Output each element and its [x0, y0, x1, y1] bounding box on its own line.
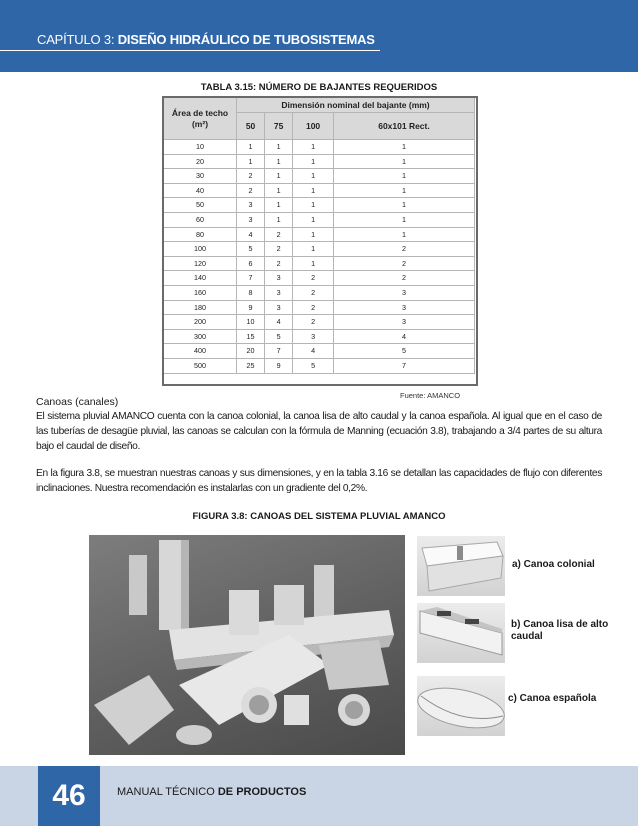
cell-count: 1 — [293, 198, 334, 213]
cell-count: 2 — [333, 271, 474, 286]
cell-count: 25 — [237, 358, 265, 373]
cell-count: 2 — [265, 256, 293, 271]
cell-count: 1 — [265, 198, 293, 213]
cell-count: 9 — [237, 300, 265, 315]
cell-count: 1 — [293, 256, 334, 271]
footer-title — [117, 786, 306, 798]
table-row — [164, 154, 475, 169]
cell-area: 30 — [164, 169, 237, 184]
paragraph-1: El sistema pluvial AMANCO cuenta con la canoa colonial, la canoa lisa de alto caudal y la canoa española. Al igual que en el caso de las tuberías de desagüe pluvial, las canoas se calculan con la fórmula de Manning (ecuación 3.8), trabajando a 3/4 partes de su altura bajo el caudal de diseño. — [36, 411, 602, 452]
chapter-number: CAPÍTULO 3: — [37, 32, 115, 47]
label-colonial: a) Canoa colonial — [512, 559, 595, 570]
cell-count: 15 — [237, 329, 265, 344]
chapter-title — [37, 32, 375, 47]
cell-area: 400 — [164, 344, 237, 359]
cell-count: 1 — [293, 183, 334, 198]
table-row — [164, 344, 475, 359]
cell-count: 1 — [333, 140, 474, 155]
cell-count: 2 — [333, 242, 474, 257]
chapter-name: DISEÑO HIDRÁULICO DE TUBOSISTEMAS — [117, 32, 375, 47]
cell-count: 10 — [237, 315, 265, 330]
cell-count: 3 — [333, 285, 474, 300]
cell-count: 2 — [293, 300, 334, 315]
cell-count: 1 — [265, 169, 293, 184]
table-row — [164, 227, 475, 242]
cell-count: 1 — [293, 227, 334, 242]
cell-area: 500 — [164, 358, 237, 373]
cell-count: 7 — [237, 271, 265, 286]
cell-count: 2 — [293, 315, 334, 330]
cell-count: 5 — [265, 329, 293, 344]
cell-count: 1 — [333, 198, 474, 213]
cell-count: 3 — [333, 300, 474, 315]
table-row — [164, 358, 475, 373]
smooth-gutter-photo — [417, 603, 505, 663]
table-row — [164, 271, 475, 286]
cell-count: 3 — [265, 285, 293, 300]
gutter-products-photo — [89, 535, 405, 755]
cell-area: 100 — [164, 242, 237, 257]
cell-count: 2 — [237, 183, 265, 198]
cell-count: 1 — [293, 140, 334, 155]
table-row — [164, 183, 475, 198]
cell-count: 7 — [265, 344, 293, 359]
table-row — [164, 285, 475, 300]
cell-count: 1 — [333, 169, 474, 184]
cell-area: 200 — [164, 315, 237, 330]
col-header-dim: 75 — [265, 113, 293, 140]
col-header-group: Dimensión nominal del bajante (mm) — [237, 98, 475, 113]
cell-area: 120 — [164, 256, 237, 271]
cell-area: 80 — [164, 227, 237, 242]
cell-count: 1 — [265, 140, 293, 155]
cell-count: 2 — [237, 169, 265, 184]
cell-count: 6 — [237, 256, 265, 271]
cell-count: 3 — [293, 329, 334, 344]
table-source: Fuente: AMANCO — [400, 391, 461, 400]
cell-count: 2 — [333, 256, 474, 271]
cell-count: 1 — [293, 242, 334, 257]
cell-count: 1 — [333, 183, 474, 198]
cell-count: 3 — [237, 212, 265, 227]
cell-count: 1 — [265, 154, 293, 169]
cell-count: 2 — [293, 271, 334, 286]
cell-count: 2 — [265, 227, 293, 242]
cell-count: 5 — [293, 358, 334, 373]
table-caption: TABLA 3.15: NÚMERO DE BAJANTES REQUERIDOS — [200, 82, 438, 93]
table-row — [164, 329, 475, 344]
cell-count: 1 — [333, 212, 474, 227]
table-row — [164, 256, 475, 271]
table-row — [164, 300, 475, 315]
footer-products: DE PRODUCTOS — [217, 786, 307, 798]
cell-count: 4 — [333, 329, 474, 344]
cell-count: 3 — [265, 271, 293, 286]
col-header-dim: 100 — [293, 113, 334, 140]
table-row — [164, 242, 475, 257]
col-header-dim: 50 — [237, 113, 265, 140]
cell-count: 4 — [293, 344, 334, 359]
downspout-table — [163, 97, 475, 374]
label-smooth: b) Canoa lisa de alto caudal — [511, 619, 609, 642]
cell-count: 1 — [293, 169, 334, 184]
label-spanish: c) Canoa española — [508, 693, 597, 704]
table-row — [164, 212, 475, 227]
cell-count: 4 — [265, 315, 293, 330]
page-number: 46 — [38, 766, 100, 826]
table-row — [164, 315, 475, 330]
cell-count: 4 — [237, 227, 265, 242]
cell-area: 180 — [164, 300, 237, 315]
cell-count: 2 — [293, 285, 334, 300]
cell-area: 160 — [164, 285, 237, 300]
cell-count: 3 — [265, 300, 293, 315]
cell-area: 140 — [164, 271, 237, 286]
cell-count: 8 — [237, 285, 265, 300]
cell-count: 1 — [265, 183, 293, 198]
cell-count: 5 — [237, 242, 265, 257]
cell-count: 20 — [237, 344, 265, 359]
cell-count: 5 — [333, 344, 474, 359]
cell-count: 9 — [265, 358, 293, 373]
cell-area: 20 — [164, 154, 237, 169]
figure-caption: FIGURA 3.8: CANOAS DEL SISTEMA PLUVIAL AMANCO — [192, 511, 446, 522]
footer-manual: MANUAL TÉCNICO — [117, 786, 215, 798]
col-header-dim: 60x101 Rect. — [333, 113, 474, 140]
cell-area: 10 — [164, 140, 237, 155]
colonial-gutter-photo — [417, 536, 505, 596]
table-row — [164, 169, 475, 184]
cell-count: 1 — [265, 212, 293, 227]
cell-count: 7 — [333, 358, 474, 373]
table-row — [164, 140, 475, 155]
spanish-gutter-photo — [417, 676, 505, 736]
col-header-area: Área de techo (m²) — [164, 98, 237, 140]
cell-count: 1 — [237, 154, 265, 169]
cell-count: 1 — [333, 154, 474, 169]
cell-count: 3 — [333, 315, 474, 330]
cell-area: 300 — [164, 329, 237, 344]
cell-count: 1 — [237, 140, 265, 155]
cell-count: 1 — [293, 212, 334, 227]
cell-count: 1 — [333, 227, 474, 242]
cell-area: 40 — [164, 183, 237, 198]
cell-count: 1 — [293, 154, 334, 169]
paragraph-2: En la figura 3.8, se muestran nuestras canoas y sus dimensiones, y en la tabla 3.16 se detallan las capacidades de flujo con diferentes inclinaciones. Nuestra recomendación es instalarlas con un gradiente del 0,2%. — [36, 468, 602, 494]
cell-count: 3 — [237, 198, 265, 213]
cell-area: 60 — [164, 212, 237, 227]
section-subheading: Canoas (canales) — [36, 396, 119, 408]
table-row — [164, 198, 475, 213]
cell-count: 2 — [265, 242, 293, 257]
header-rule — [0, 50, 380, 51]
cell-area: 50 — [164, 198, 237, 213]
